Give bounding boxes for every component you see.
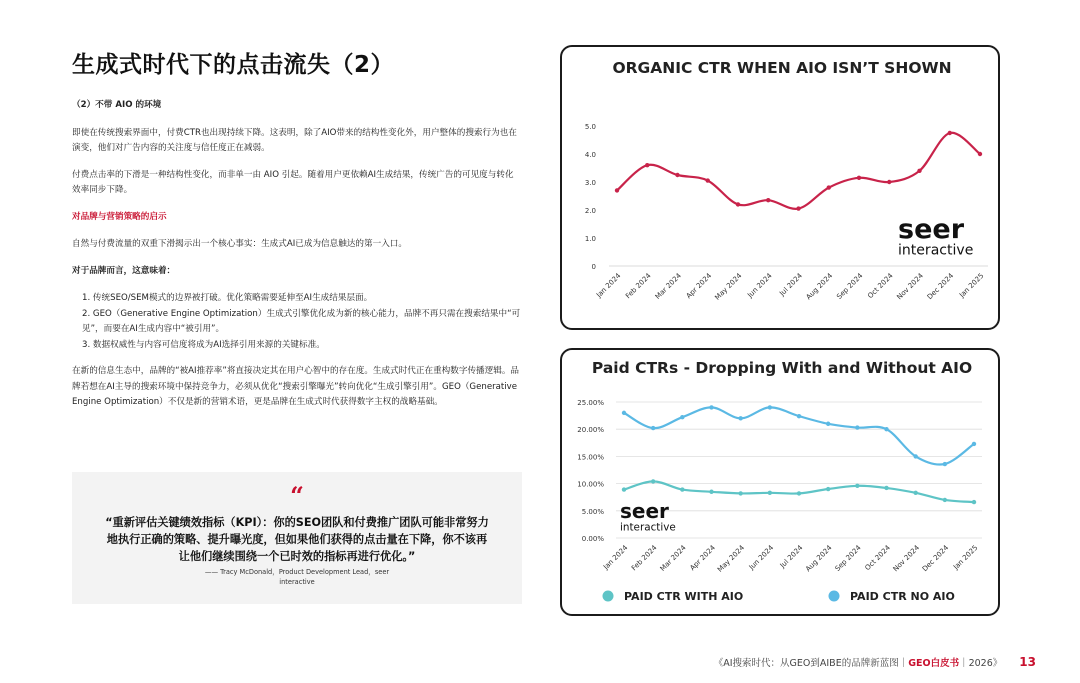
data-point: [972, 500, 976, 504]
organic-ctr-chart: [560, 45, 1000, 330]
x-tick-label: Jan 2024: [594, 271, 623, 300]
data-point: [826, 487, 830, 491]
x-tick-label: Feb 2024: [624, 271, 653, 301]
footer-text-emphasis: GEO白皮书: [908, 658, 960, 669]
y-tick-label: 5.00%: [581, 507, 604, 516]
x-tick-label: Apr 2024: [688, 543, 717, 573]
footer-text-suffix: ｜2026》: [959, 658, 1003, 669]
data-point: [797, 414, 801, 418]
y-tick-label: 3.0: [584, 179, 596, 187]
list-item: 3. 数据权威性与内容可信度将成为AI选择引用来源的关键标准。: [82, 339, 325, 350]
data-point: [826, 422, 830, 426]
implication-list: [82, 291, 522, 353]
data-point: [884, 427, 888, 431]
x-tick-label: Dec 2024: [920, 543, 951, 574]
page-title: 生成式时代下的点击流失（2）: [72, 52, 395, 78]
data-point: [615, 188, 619, 192]
seer-logo-subtext: interactive: [898, 242, 974, 259]
data-point: [796, 206, 800, 210]
x-tick-label: Jan 2025: [957, 271, 986, 300]
data-point: [645, 163, 649, 167]
data-point: [622, 487, 626, 491]
data-point: [680, 487, 684, 491]
x-tick-label: Jun 2024: [747, 543, 776, 572]
x-tick-label: Aug 2024: [804, 271, 835, 302]
y-tick-label: 0.00%: [581, 535, 604, 543]
quote-text: “重新评估关键绩效指标（KPI）：你的SEO团队和付费推广团队可能非常努力地执行正确的策略、提升曝光度，但如果他们获得的点击量在下降，你不该再让他们继续围绕一个已时效的指标再进行优化。”: [105, 516, 489, 563]
data-point: [709, 405, 713, 409]
paragraph-5: 在新的信息生态中，品牌的“被AI推荐率”将直接决定其在用户心智中的存在度。生成式时代正在重构数字传播逻辑。品牌若想在AI主导的搜索环境中保持竞争力，必须从优化“搜索引擎曝光”转向优化“生成引擎引用”。GEO（Generative Engine Optimization）不仅是新的营销术语，更是品牌在生成式时代获得数字主权的战略基础。: [72, 366, 520, 407]
footer-text-prefix: 《AI搜索时代：从GEO到AIBE的品牌新蓝图｜: [713, 658, 909, 669]
x-tick-label: Dec 2024: [925, 271, 956, 302]
data-point: [768, 405, 772, 409]
paid-ctr-chart: [560, 348, 1000, 616]
y-tick-label: 4.0: [584, 151, 596, 159]
data-point: [972, 442, 976, 446]
y-tick-label: 15.00%: [577, 453, 604, 462]
x-tick-label: Oct 2024: [863, 543, 892, 573]
x-tick-label: Apr 2024: [684, 271, 714, 301]
data-point: [943, 498, 947, 502]
y-tick-label: 25.00%: [577, 399, 604, 407]
x-tick-label: May 2024: [713, 271, 744, 302]
x-tick-label: Oct 2024: [866, 271, 895, 301]
insight-heading: 对品牌与营销策略的启示: [72, 211, 167, 222]
legend-marker: [829, 591, 840, 602]
data-point: [978, 152, 982, 156]
data-point: [651, 426, 655, 430]
x-tick-label: Mar 2024: [653, 271, 683, 301]
data-point: [738, 416, 742, 420]
list-item: 1. 传统SEO/SEM模式的边界被打破。优化策略需要延伸至AI生成结果层面。: [82, 293, 373, 303]
paragraph-1: 即使在传统搜索界面中，付费CTR也出现持续下降。这表明，除了AIO带来的结构性变化外，用户整体的搜索行为也在演变，他们对广告内容的关注度与信任度正在减弱。: [72, 127, 517, 153]
paragraph-4: 对于品牌而言，这意味着：: [72, 265, 176, 276]
data-point: [943, 462, 947, 466]
x-tick-label: May 2024: [716, 543, 747, 574]
seer-logo-text: seer: [620, 499, 669, 523]
seer-logo-text: seer: [898, 214, 965, 245]
x-tick-label: Feb 2024: [629, 543, 659, 573]
data-point: [884, 486, 888, 490]
data-point: [675, 173, 679, 177]
data-point: [827, 185, 831, 189]
data-point: [680, 415, 684, 419]
x-tick-label: Mar 2024: [658, 543, 688, 573]
footer: [714, 655, 1036, 669]
data-point: [766, 198, 770, 202]
y-tick-label: 5.0: [584, 123, 596, 131]
x-tick-label: Jul 2024: [778, 271, 804, 298]
y-tick-label: 10.00%: [577, 480, 604, 489]
chart-title: ORGANIC CTR WHEN AIO ISN’T SHOWN: [612, 59, 952, 77]
data-point: [855, 484, 859, 488]
data-point: [736, 202, 740, 206]
paragraph-2: 付费点击率的下滑是一种结构性变化，而非单一由 AIO 引起。随着用户更依赖AI生成结果，传统广告的可见度与转化效率同步下降。: [72, 169, 514, 195]
data-point: [887, 180, 891, 184]
data-point: [797, 491, 801, 495]
data-point: [948, 131, 952, 135]
y-tick-label: 2.0: [584, 207, 596, 215]
data-point: [855, 425, 859, 429]
data-point: [917, 169, 921, 173]
x-tick-label: Jun 2024: [746, 271, 774, 300]
paid-ctr-chart-svg: [562, 350, 1002, 618]
data-point: [768, 491, 772, 495]
quote-author: —— Tracy McDonald，Product Development Lead，seer interactive: [204, 568, 390, 586]
x-tick-label: Jan 2024: [601, 543, 630, 572]
x-tick-label: Sep 2024: [835, 271, 865, 301]
x-tick-label: Nov 2024: [891, 543, 922, 574]
page-number: 13: [1019, 655, 1036, 669]
chart-title: Paid CTRs - Dropping With and Without AIO: [591, 359, 973, 377]
quote-box: [72, 472, 522, 604]
x-tick-label: Aug 2024: [804, 543, 834, 574]
legend-label: PAID CTR WITH AIO: [624, 590, 744, 603]
sub-heading: （2）不带 AIO 的环境: [72, 100, 162, 110]
quote-mark-icon: “: [290, 481, 304, 510]
data-point: [738, 491, 742, 495]
x-tick-label: Nov 2024: [895, 271, 925, 302]
data-point: [622, 411, 626, 415]
data-point: [651, 479, 655, 483]
seer-logo-subtext: interactive: [620, 521, 676, 534]
body-text: [72, 98, 522, 422]
legend-marker: [603, 591, 614, 602]
x-tick-label: Sep 2024: [833, 543, 863, 573]
y-tick-label: 1.0: [584, 235, 596, 243]
organic-ctr-chart-svg: [562, 47, 1002, 332]
y-tick-label: 20.00%: [577, 426, 604, 435]
data-point: [913, 491, 917, 495]
list-item: 2. GEO（Generative Engine Optimization）生成式引擎优化成为新的核心能力，品牌不再只需在搜索结果中“可见”，而要在AI生成内容中“被引用”。: [82, 308, 521, 334]
legend-label: PAID CTR NO AIO: [850, 590, 955, 603]
x-tick-label: Jul 2024: [778, 543, 805, 570]
data-point: [857, 176, 861, 180]
series-line: [617, 133, 980, 209]
data-point: [913, 454, 917, 458]
y-tick-label: 0: [591, 263, 596, 271]
data-point: [709, 490, 713, 494]
data-point: [706, 178, 710, 182]
x-tick-label: Jan 2025: [951, 543, 980, 572]
paragraph-3: 自然与付费流量的双重下滑揭示出一个核心事实：生成式AI已成为信息触达的第一入口。: [72, 239, 407, 249]
